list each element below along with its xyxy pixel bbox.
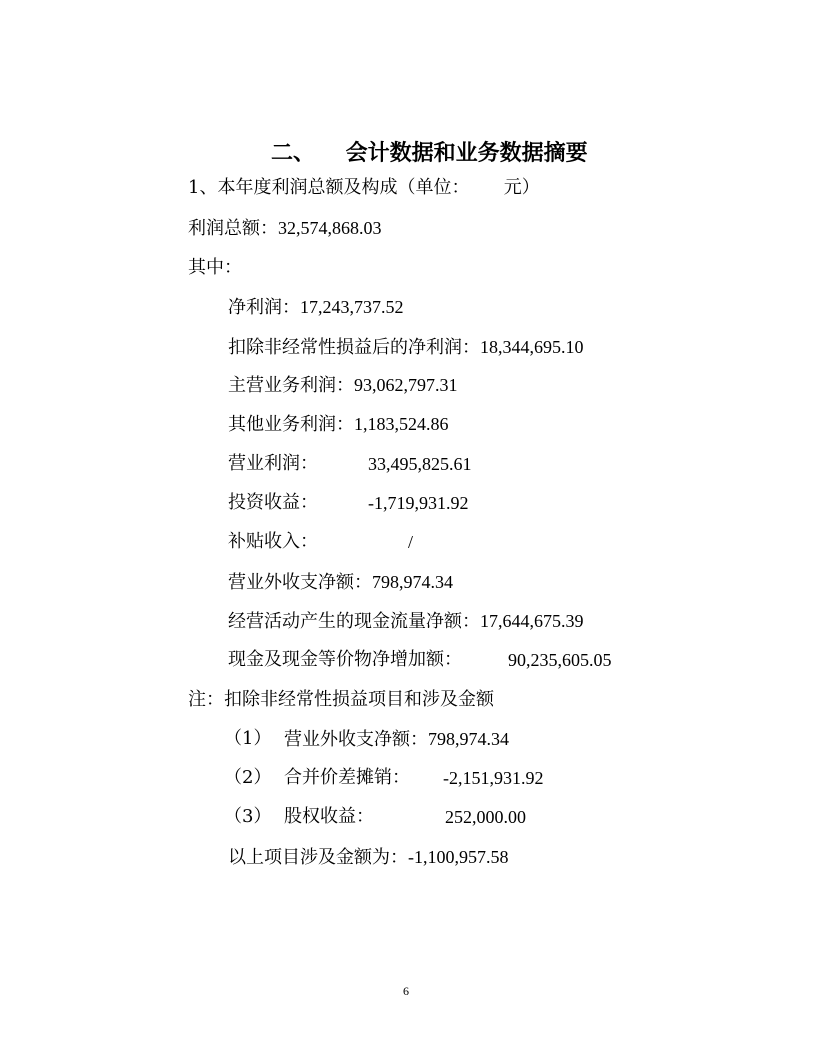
- item-label: 营业外收支净额：: [228, 572, 372, 593]
- item-row: [228, 609, 584, 634]
- item-row: [228, 491, 318, 515]
- note-item-value: 798,974.34: [428, 729, 509, 749]
- item-value: 798,974.34: [372, 572, 453, 592]
- item-value: 90,235,605.05: [508, 650, 612, 670]
- item-row: [228, 648, 462, 672]
- item-row: [228, 335, 584, 360]
- unit-text: 元）: [503, 177, 540, 198]
- item-label: 营业利润：: [228, 453, 318, 474]
- note-item-row: [284, 727, 509, 752]
- note-item-label: 营业外收支净额：: [284, 729, 428, 750]
- item-value: 33,495,825.61: [368, 454, 472, 474]
- title-numbering: 二、: [271, 141, 316, 166]
- total-profit-label: 利润总额：: [188, 218, 278, 239]
- item-label: 补贴收入：: [228, 531, 318, 552]
- item-value: -1,719,931.92: [368, 493, 469, 513]
- note-item-label: 合并价差摊销：: [284, 767, 410, 788]
- note-total-row: [228, 845, 509, 870]
- section-heading-text: 1、本年度利润总额及构成（单位：: [188, 177, 470, 198]
- total-profit-row: [188, 216, 382, 241]
- item-row: [228, 295, 404, 320]
- item-row: [228, 452, 318, 476]
- note-total-label: 以上项目涉及金额为：: [228, 847, 408, 868]
- item-label: 扣除非经常性损益后的净利润：: [228, 337, 480, 358]
- item-value: 93,062,797.31: [354, 375, 458, 395]
- item-row: [228, 373, 458, 398]
- item-label: 净利润：: [228, 297, 300, 318]
- section-heading: [188, 176, 540, 200]
- page-title: [271, 136, 588, 167]
- item-label: 其他业务利润：: [228, 414, 354, 435]
- item-value: 18,344,695.10: [480, 337, 584, 357]
- item-row: [228, 570, 453, 595]
- note-index: （3）: [224, 806, 272, 827]
- note-index: （1）: [224, 728, 272, 749]
- title-text: 会计数据和业务数据摘要: [345, 141, 588, 166]
- of-which-label: 其中：: [188, 257, 242, 278]
- page-number: 6: [403, 984, 409, 998]
- item-value: 1,183,524.86: [354, 414, 449, 434]
- note-item-value: 252,000.00: [445, 807, 526, 827]
- item-label: 现金及现金等价物净增加额：: [228, 649, 462, 670]
- item-label: 主营业务利润：: [228, 375, 354, 396]
- item-value: /: [408, 532, 414, 552]
- note-total-value: -1,100,957.58: [408, 847, 509, 867]
- item-label: 经营活动产生的现金流量净额：: [228, 611, 480, 632]
- note-item-value: -2,151,931.92: [443, 768, 544, 788]
- note-heading: 注：扣除非经常性损益项目和涉及金额: [188, 689, 494, 710]
- item-value: 17,243,737.52: [300, 297, 404, 317]
- note-index: （2）: [224, 767, 272, 788]
- item-label: 投资收益：: [228, 492, 318, 513]
- item-row: [228, 412, 449, 437]
- item-value: 17,644,675.39: [480, 611, 584, 631]
- total-profit-value: 32,574,868.03: [278, 218, 382, 238]
- note-item-label: 股权收益：: [284, 806, 374, 827]
- item-row: [228, 530, 318, 554]
